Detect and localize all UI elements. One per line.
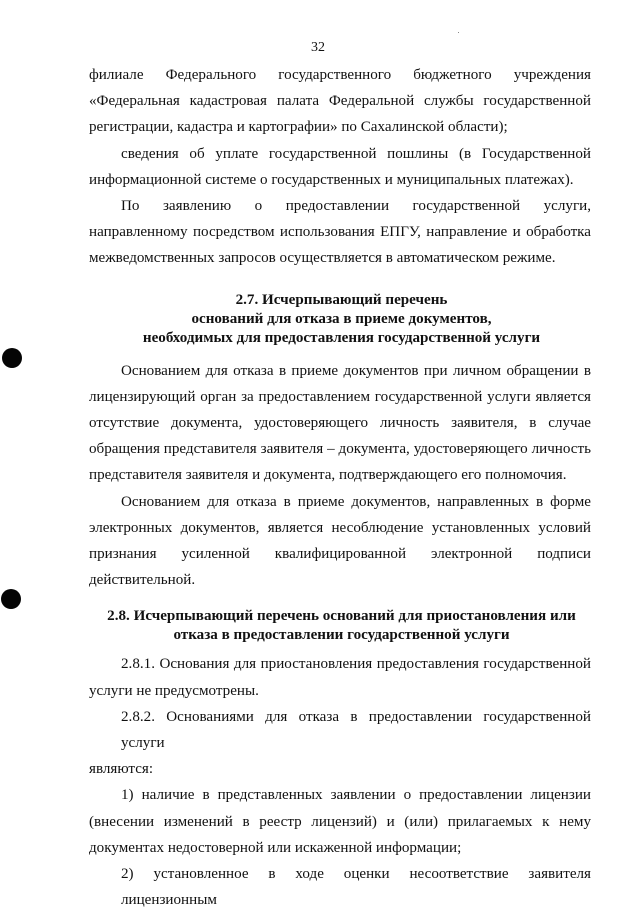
text-line: 2.8.1. Основания для приостановления предоставления государственной [121,656,591,673]
section-heading-2-8 [92,607,591,645]
heading-line: оснований для отказа в приеме документов, [191,310,492,327]
paragraph-filial [89,62,591,141]
paragraph-refusal-electronic [89,489,591,594]
text-line: межведомственных запросов осуществляется в автоматическом режиме. [89,250,556,267]
text-line: информационной системе о государственных и муниципальных платежах). [89,171,574,188]
text-line: 2) установленное в ходе оценки несоответствие заявителя лицензионным [121,866,591,909]
text-line: 1) наличие в представленных заявлении о предоставлении лицензии [121,787,591,804]
page-number: 32 [311,40,325,55]
text-line: представителя заявителя и документа, подтверждающего его полномочия. [89,467,567,484]
text-line: «Федеральная кадастровая палата Федеральной службы государственной [89,93,591,110]
text-line: являются: [89,761,154,778]
punch-hole-bottom [1,589,21,609]
text-line: действительной. [89,572,196,589]
paragraph-2-8-1 [89,651,591,703]
text-line: Основанием для отказа в приеме документов при личном обращении в [121,362,591,379]
text-line: направленному посредством использования ЕПГУ, направление и обработка [89,224,591,241]
scan-speck [458,32,459,33]
paragraph-epgu [89,193,591,272]
text-line: электронных документов, является несоблюдение установленных условий [89,519,591,536]
text-line: филиале Федерального государственного бюджетного учреждения [89,67,591,83]
paragraph-item-2 [92,861,591,913]
text-line: сведения об уплате государственной пошлины (в Государственной [121,145,591,162]
punch-hole-top [2,348,22,368]
heading-line: 2.8. Исчерпывающий перечень оснований для приостановления или [107,608,576,625]
text-line: Основанием для отказа в приеме документов, направленных в форме [121,493,591,510]
text-line: По заявлению о предоставлении государственной услуги, [121,198,591,215]
paragraph-item-1 [89,782,591,861]
text-line: документах недостоверной или искаженной информации; [89,839,462,856]
section-heading-2-7 [92,291,591,348]
text-line: отсутствие документа, удостоверяющего личность заявителя, в случае [89,415,591,432]
text-line: признания усиленной квалифицированной электронной подписи [89,546,591,563]
text-line: регистрации, кадастра и картографии» по Сахалинской области); [89,119,508,136]
text-line: 2.8.2. Основаниями для отказа в предоставлении государственной услуги [121,708,591,752]
heading-line: 2.7. Исчерпывающий перечень [235,291,448,308]
text-line: услуги не предусмотрены. [89,682,259,699]
text-line: обращения представителя заявителя – документа, удостоверяющего личность [89,441,591,458]
heading-line: необходимых для предоставления государственной услуги [142,329,541,346]
heading-line: отказа в предоставлении государственной услуги [173,627,510,644]
text-line: (внесении изменений в реестр лицензий) и (или) прилагаемых к нему [89,813,591,830]
text-line: лицензирующий орган за предоставлением государственной услуги является [89,388,591,405]
paragraph-2-8-2 [89,704,591,783]
document-body [89,62,591,913]
paragraph-refusal-personal [89,358,591,489]
paragraph-fee-info [89,141,591,193]
